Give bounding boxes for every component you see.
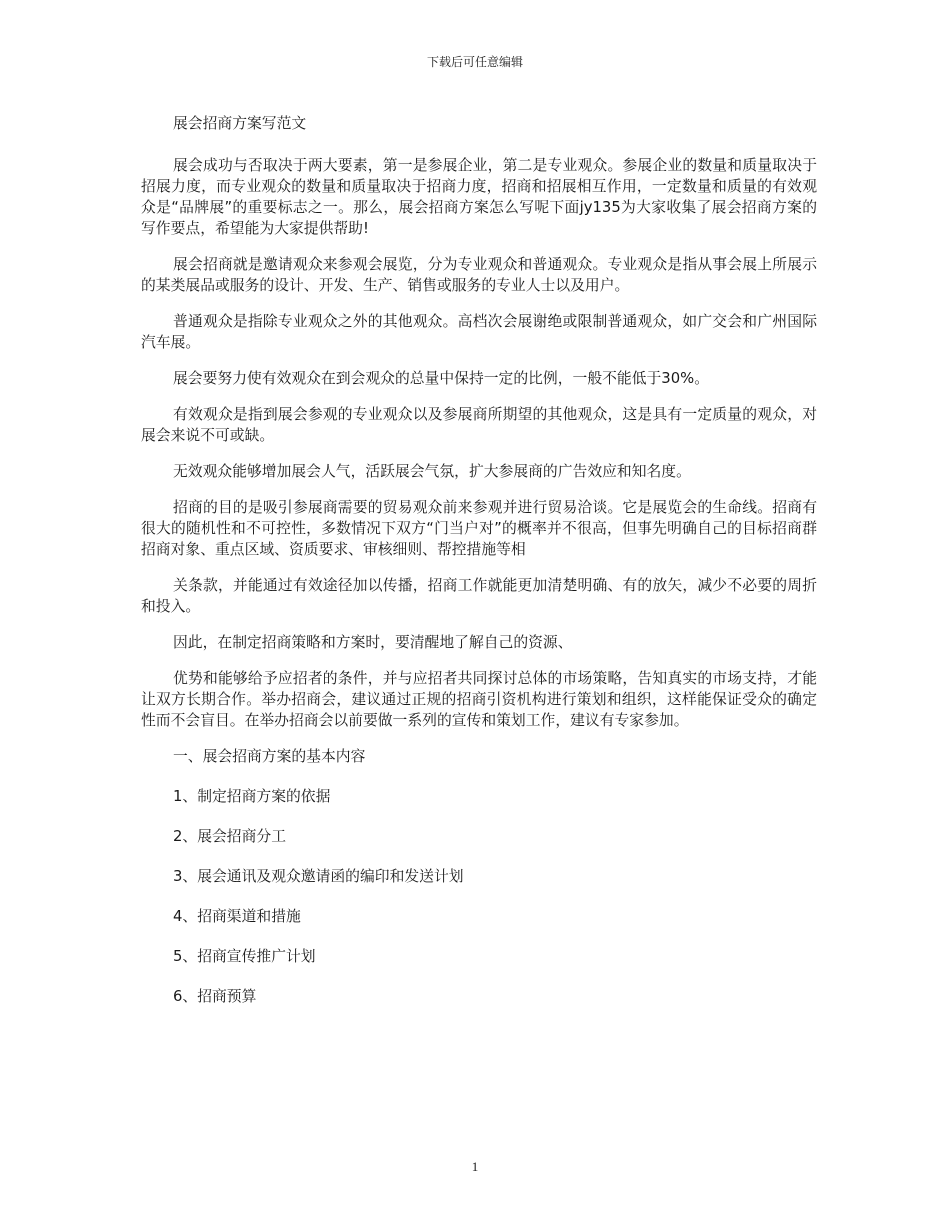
paragraph-general-audience: 普通观众是指除专业观众之外的其他观众。高档次会展谢绝或限制普通观众，如广交会和广州国际汽车展。 [141,313,817,351]
list-item: 3、展会通讯及观众邀请函的编印和发送计划 [173,868,464,885]
page-header: 下载后可任意编辑 [426,55,523,69]
list-item: 6、招商预算 [173,988,257,1005]
page-number: 1 [471,1159,479,1174]
paragraph-intro: 展会成功与否取决于两大要素，第一是参展企业，第二是专业观众。参展企业的数量和质量取决于招展力度，而专业观众的数量和质量取决于招商力度，招商和招展相互作用，一定数量和质量的有效观众是“品牌展”的重要标志之一。那么，展会招商方案怎么写呢下面jy135为大家收集了展会招商方案的写作要点，希望能为大家提供帮助! [141,157,817,237]
list-item: 5、招商宣传推广计划 [173,948,316,965]
list-item: 2、展会招商分工 [173,828,286,845]
paragraph-definition: 展会招商就是邀请观众来参观会展览，分为专业观众和普通观众。专业观众是指从事会展上所展示的某类展品或服务的设计、开发、生产、销售或服务的专业人士以及用户。 [141,256,817,294]
list-item: 1、制定招商方案的依据 [173,788,331,805]
paragraph-effective-audience: 有效观众是指到展会参观的专业观众以及参展商所期望的其他观众，这是具有一定质量的观众，对展会来说不可或缺。 [141,406,817,444]
section-heading: 一、展会招商方案的基本内容 [173,748,366,765]
document-body [141,113,817,1026]
paragraph-purpose: 招商的目的是吸引参展商需要的贸易观众前来参观并进行贸易洽谈。它是展览会的生命线。招商有很大的随机性和不可控性，多数情况下双方“门当户对”的概率并不很高，但事先明确自己的目标招商群招商对象、重点区域、资质要求、审核细则、帮控措施等相 [141,499,817,558]
paragraph-clauses: 关条款，并能通过有效途径加以传播，招商工作就能更加清楚明确、有的放矢，减少不必要的周折和投入。 [141,577,817,615]
paragraph-advantages: 优势和能够给予应招者的条件，并与应招者共同探讨总体的市场策略，告知真实的市场支持，才能让双方长期合作。举办招商会，建议通过正规的招商引资机构进行策划和组织，这样能保证受众的确定性而不会盲目。在举办招商会以前要做一系列的宣传和策划工作，建议有专家参加。 [141,670,817,729]
paragraph-ineffective-audience: 无效观众能够增加展会人气，活跃展会气氛，扩大参展商的广告效应和知名度。 [173,463,691,480]
paragraph-ratio: 展会要努力使有效观众在到会观众的总量中保持一定的比例，一般不能低于30%。 [173,370,709,387]
paragraph-strategy: 因此，在制定招商策略和方案时，要清醒地了解自己的资源、 [173,634,573,651]
document-title: 展会招商方案写范文 [173,115,307,132]
list-item: 4、招商渠道和措施 [173,908,301,925]
